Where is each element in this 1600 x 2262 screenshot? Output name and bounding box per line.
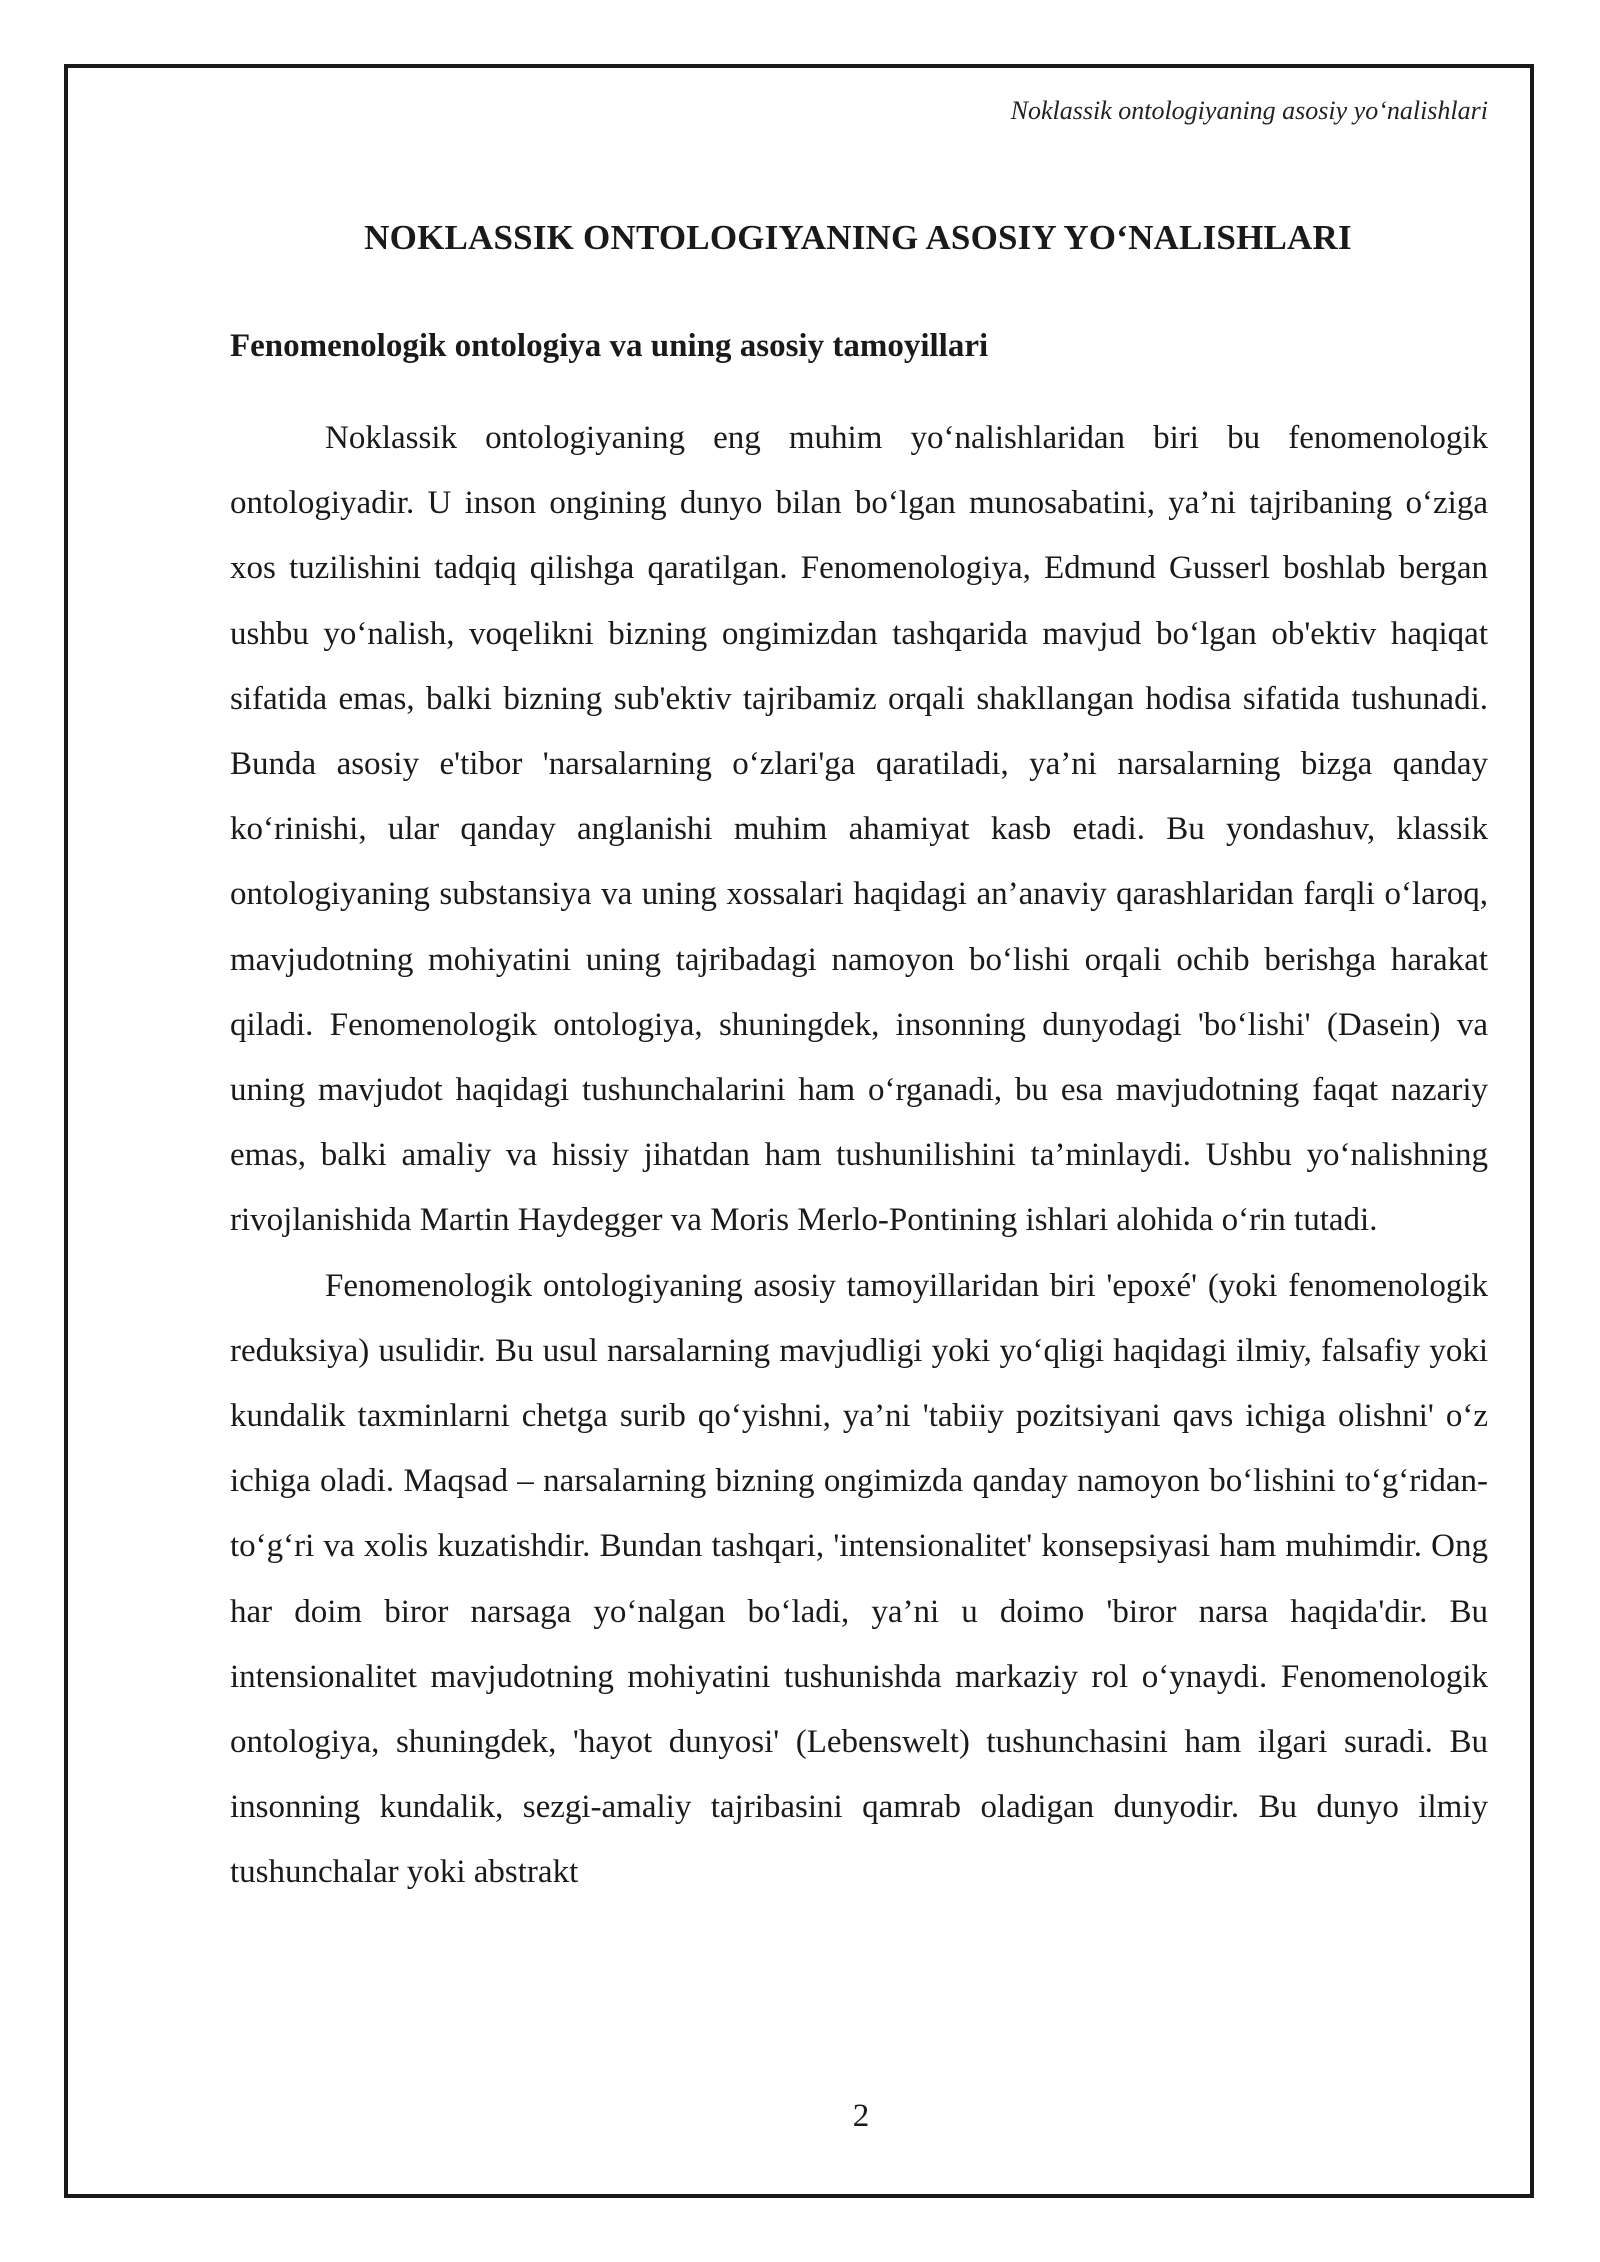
paragraph-1: Noklassik ontologiyaning eng muhim yo‘nalishlaridan biri bu fenomenologik ontologiyadir. U inson ongining dunyo bilan bo‘lgan munosabatini, ya’ni tajribaning o‘ziga xos tuzilishini tadqiq qilishga qaratilgan. Fenomenologiya, Edmund Gusserl boshlab bergan ushbu yo‘nalish, voqelikni bizning ongimizdan tashqarida mavjud bo‘lgan ob'ektiv haqiqat sifatida emas, balki bizning sub'ektiv tajribamiz orqali shakllangan hodisa sifatida tushunadi. Bunda asosiy e'tibor 'narsalarning o‘zlari'ga qaratiladi, ya’ni narsalarning bizga qanday ko‘rinishi, ular qanday anglanishi muhim ahamiyat kasb etadi. Bu yondashuv, klassik ontologiyaning substansiya va uning xossalari haqidagi an’anaviy qarashlaridan farqli o‘laroq, mavjudotning mohiyatini uning tajribadagi namoyon bo‘lishi orqali ochib berishga harakat qiladi. Fenomenologik ontologiya, shuningdek, insonning dunyodagi 'bo‘lishi' (Dasein) va uning mavjudot haqidagi tushunchalarini ham o‘rganadi, bu esa mavjudotning faqat nazariy emas, balki amaliy va hissiy jihatdan ham tushunilishini ta’minlaydi. Ushbu yo‘nalishning rivojlanishida Martin Haydegger va Moris Merlo-Pontining ishlari alohida o‘rin tutadi. — [230, 420, 1488, 1239]
body-text — [230, 406, 1488, 1906]
running-header: Noklassik ontologiyaning asosiy yo‘nalishlari — [1010, 96, 1488, 125]
document-title: NOKLASSIK ONTOLOGIYANING ASOSIY YO‘NALISHLARI — [364, 218, 1352, 257]
section-heading: Fenomenologik ontologiya va uning asosiy tamoyillari — [230, 328, 989, 364]
paragraph-2: Fenomenologik ontologiyaning asosiy tamoyillaridan biri 'epoxé' (yoki fenomenologik reduksiya) usulidir. Bu usul narsalarning mavjudligi yoki yo‘qligi haqidagi ilmiy, falsafiy yoki kundalik taxminlarni chetga surib qo‘yishni, ya’ni 'tabiiy pozitsiyani qavs ichiga olishni' o‘z ichiga oladi. Maqsad – narsalarning bizning ongimizda qanday namoyon bo‘lishini to‘g‘ridan-to‘g‘ri va xolis kuzatishdir. Bundan tashqari, 'intensionalitet' konsepsiyasi ham muhimdir. Ong har doim biror narsaga yo‘nalgan bo‘ladi, ya’ni u doimo 'biror narsa haqida'dir. Bu intensionalitet mavjudotning mohiyatini tushunishda markaziy rol o‘ynaydi. Fenomenologik ontologiya, shuningdek, 'hayot dunyosi' (Lebenswelt) tushunchasini ham ilgari suradi. Bu insonning kundalik, sezgi-amaliy tajribasini qamrab oladigan dunyodir. Bu dunyo ilmiy tushunchalar yoki abstrakt — [230, 1267, 1488, 1891]
page-number: 2 — [852, 2098, 870, 2134]
